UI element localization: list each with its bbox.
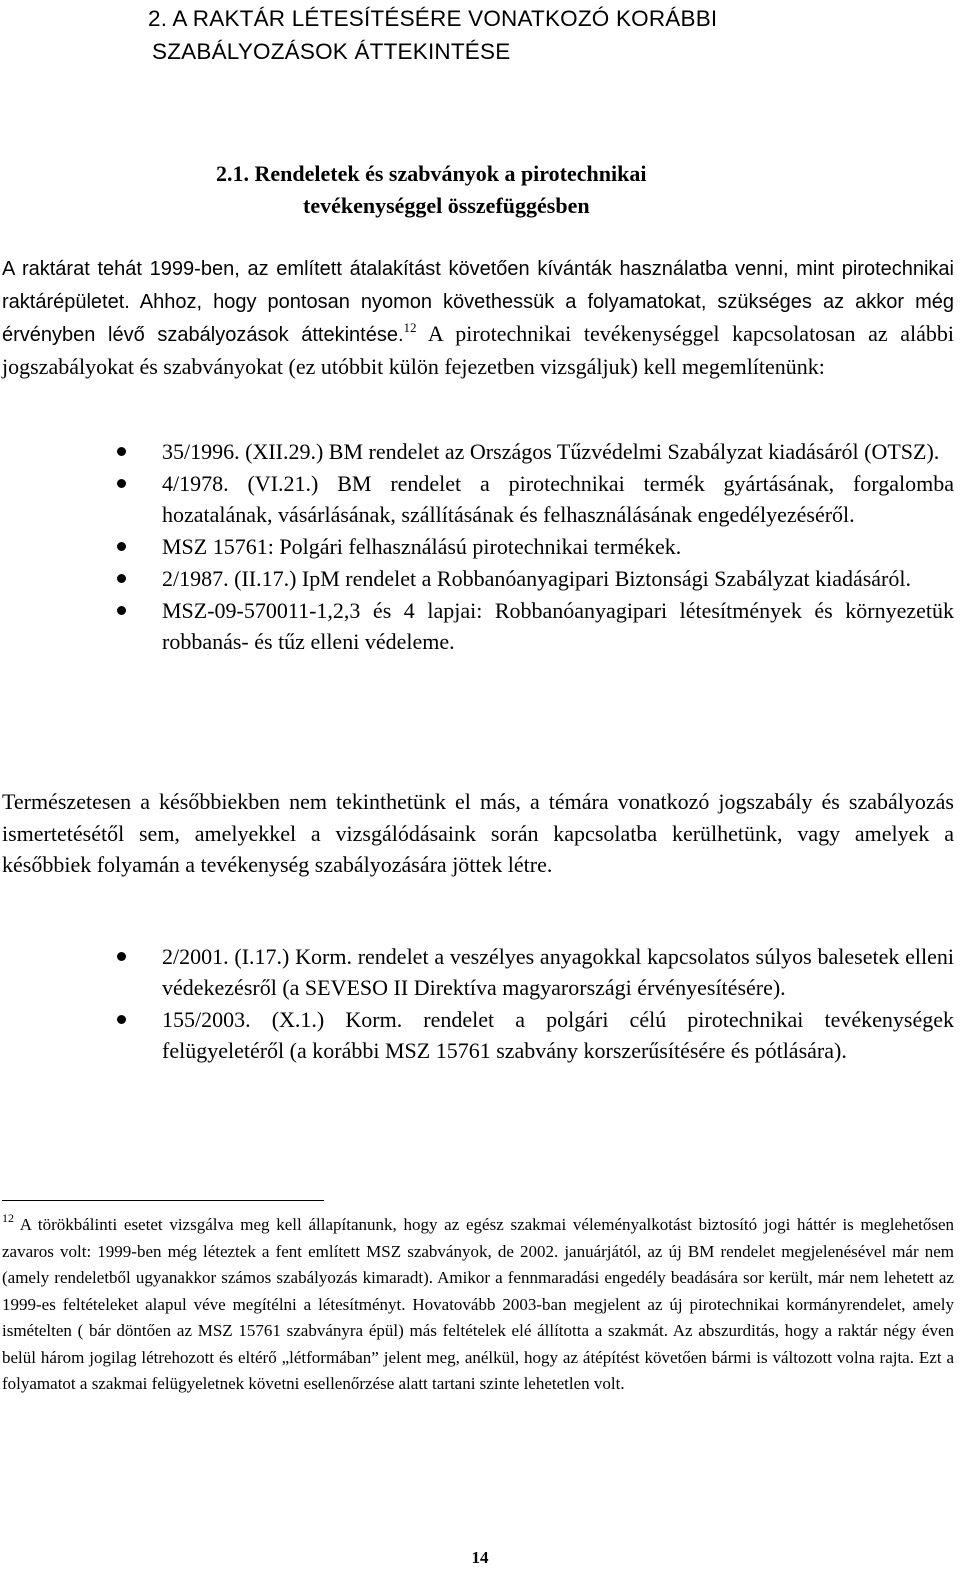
- regulations-list: [0, 436, 954, 658]
- section-heading-line1: 2.1. Rendeletek és szabványok a pirotechnikai: [216, 161, 647, 186]
- list-item: 155/2003. (X.1.) Korm. rendelet a polgári célú pirotechnikai tevékenységek felügyeletéről (a korábbi MSZ 15761 szabvány korszerűsítésére és pótlására).: [0, 1004, 954, 1066]
- chapter-heading-line1: 2. A RAKTÁR LÉTESÍTÉSÉRE VONATKOZÓ KORÁBBI: [148, 6, 718, 31]
- page-number: 14: [471, 1548, 489, 1567]
- intro-text-b: A pirotechnikai tevékenységgel kapcsolatosan az alábbi jogszabályokat és szabványokat (ez utóbbit külön fejezetben vizsgáljuk) kell megemlítenünk:: [2, 321, 954, 379]
- list-item: 4/1978. (VI.21.) BM rendelet a pirotechnikai termék gyártásának, forgalomba hozatalának, vásárlásának, szállításának és felhasználásának engedélyezéséről.: [0, 468, 954, 530]
- bullet-icon: [117, 574, 126, 583]
- list-item: 2/2001. (I.17.) Korm. rendelet a veszélyes anyagokkal kapcsolatos súlyos balesetek elleni védekezésről (a SEVESO II Direktíva magyarországi érvényesítésére).: [0, 941, 954, 1003]
- footnote-separator: [2, 1200, 324, 1201]
- chapter-heading-line2: SZABÁLYOZÁSOK ÁTTEKINTÉSE: [152, 39, 511, 64]
- intro-text-a: A raktárat tehát 1999-ben, az említett átalakítást követően kívánták használatba venni, mint pirotechnikai raktárépületet. Ahhoz, hogy pontosan nyomon követhessük a folyamatokat, szükséges az akkor még érvényben lévő szabályozások áttekintése.: [2, 258, 954, 346]
- list-item: MSZ-09-570011-1,2,3 és 4 lapjai: Robbanóanyagipari létesítmények és környezetük robbanás- és tűz elleni védeleme.: [0, 595, 954, 657]
- bullet-icon: [117, 447, 126, 456]
- footnote-number: 12: [2, 1211, 14, 1225]
- bullet-icon: [117, 542, 126, 551]
- bullet-icon: [117, 479, 126, 488]
- body-paragraph: Természetesen a későbbiekben nem tekinthetünk el más, a témára vonatkozó jogszabály és szabályozás ismertetésétől sem, amelyekkel a vizsgálódásaink során kapcsolatba kerülhetünk, vagy amelyek a későbbiek folyamán a tevékenység szabályozására jöttek létre.: [2, 789, 954, 877]
- intro-paragraph: [2, 252, 954, 382]
- bullet-icon: [117, 1015, 126, 1024]
- bullet-icon: [117, 952, 126, 961]
- footnote-reference[interactable]: 12: [403, 320, 417, 335]
- section-heading-line2: tevékenységgel összefüggésben: [303, 193, 590, 218]
- chapter-heading: [148, 2, 928, 68]
- list-item: 35/1996. (XII.29.) BM rendelet az Országos Tűzvédelmi Szabályzat kiadásáról (OTSZ).: [0, 436, 954, 467]
- later-regulations-list: [0, 941, 954, 1067]
- footnote: [2, 1212, 954, 1398]
- list-item: MSZ 15761: Polgári felhasználású pirotechnikai termékek.: [0, 531, 954, 562]
- bullet-icon: [117, 606, 126, 615]
- footnote-text: A törökbálinti esetet vizsgálva meg kell állapítanunk, hogy az egész szakmai véleményalkotást biztosító jogi háttér is meglehetősen zavaros volt: 1999-ben még léteztek a fent említett MSZ szabványok, de 2002. januárjától, az új BM rendelet megjelenésével már nem (amely rendeletből ugyanakkor számos szabályozás kimaradt). Amikor a fennmaradási engedély beadására sor került, már nem lehetett az 1999-es feltételeket alapul véve megítélni a létesítményt. Hovatovább 2003-ban megjelent az új pirotechnikai kormányrendelet, amely ismételten ( bár döntően az MSZ 15761 szabványra épül) más feltételek elé állította a szakmát. Az abszurditás, hogy a raktár négy éven belül három jogilag létrehozott és eltérő „létformában” jelent meg, anélkül, hogy az átépítést követően bármi is változott volna rajta. Ezt a folyamatot a szakmai felügyeletnek követni esellenőrzése alatt tartani szinte lehetetlen volt.: [2, 1215, 954, 1393]
- section-heading: [216, 158, 856, 222]
- list-item: 2/1987. (II.17.) IpM rendelet a Robbanóanyagipari Biztonsági Szabályzat kiadásáról.: [0, 563, 954, 594]
